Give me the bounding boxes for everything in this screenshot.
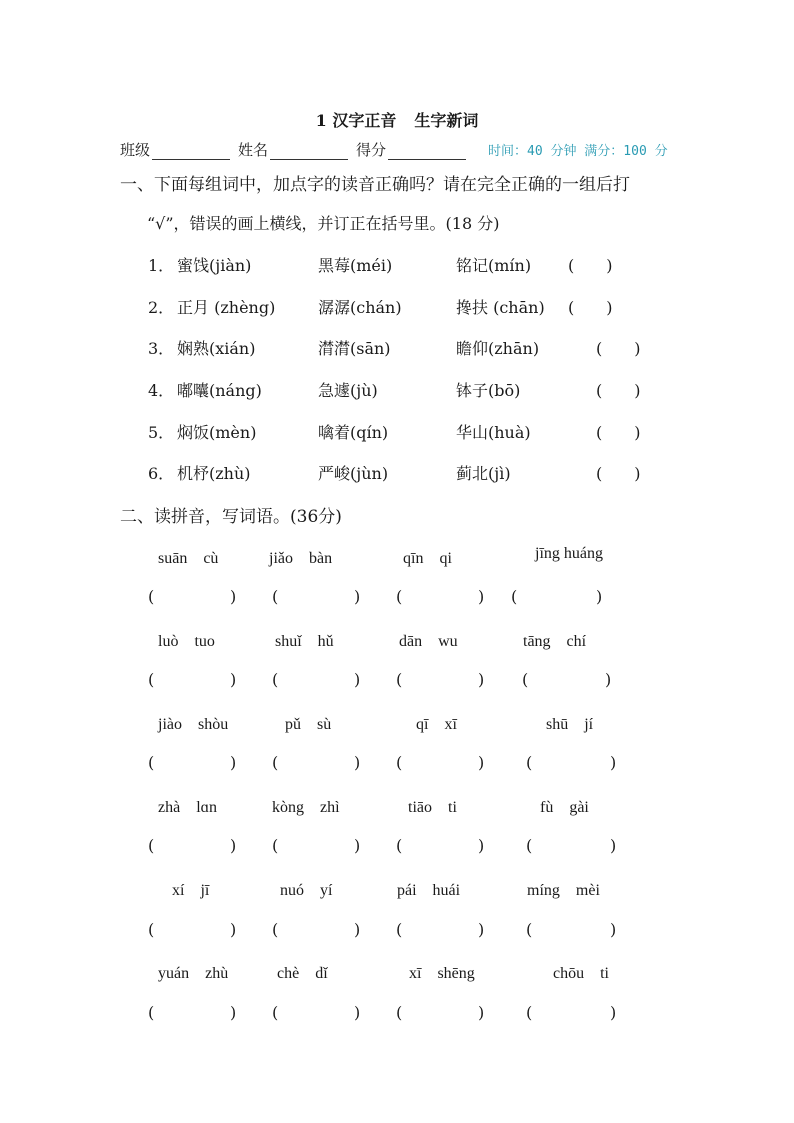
item-word-3: 华山(huà): [456, 423, 531, 442]
pinyin-prompt: pái huái: [397, 882, 461, 899]
answer-paren-close[interactable]: ): [354, 670, 361, 689]
item-number: 3．: [148, 339, 175, 358]
pinyin-prompt: míng mèi: [527, 882, 600, 899]
pinyin-prompt: shuǐ hǔ: [275, 633, 334, 650]
answer-paren-close[interactable]: ): [478, 670, 485, 689]
answer-paren-close[interactable]: ): [478, 587, 485, 606]
item-number: 6．: [148, 464, 175, 483]
answer-paren-close[interactable]: ): [354, 753, 361, 772]
pinyin-prompt: zhà lɑn: [158, 799, 218, 816]
answer-paren-open[interactable]: (: [396, 920, 403, 939]
answer-paren-open[interactable]: (: [396, 670, 403, 689]
answer-paren-close[interactable]: ): [478, 753, 485, 772]
item-word-2: 严峻(jùn): [318, 464, 389, 483]
pinyin-prompt: qīn qi: [403, 550, 452, 567]
answer-paren-open[interactable]: (: [526, 836, 533, 855]
answer-parentheses[interactable]: ( ): [568, 298, 613, 317]
answer-paren-open[interactable]: (: [272, 753, 279, 772]
answer-paren-close[interactable]: ): [610, 1003, 617, 1022]
title-right: 生字新词: [414, 111, 479, 130]
answer-parentheses[interactable]: ( ): [568, 256, 613, 275]
pinyin-prompt: qī xī: [416, 716, 457, 733]
answer-parentheses[interactable]: ( ): [596, 381, 641, 400]
answer-parentheses[interactable]: ( ): [596, 423, 641, 442]
answer-paren-close[interactable]: ): [230, 670, 237, 689]
pinyin-prompt: pǔ sù: [285, 716, 332, 733]
answer-paren-open[interactable]: (: [522, 670, 529, 689]
item-word-3: 瞻仰(zhān): [456, 339, 540, 358]
answer-paren-close[interactable]: ): [605, 670, 612, 689]
pinyin-prompt: luò tuo: [158, 633, 215, 650]
answer-paren-open[interactable]: (: [396, 753, 403, 772]
pinyin-prompt: nuó yí: [280, 882, 333, 899]
score-label: 得分: [356, 141, 387, 159]
answer-paren-open[interactable]: (: [148, 1003, 155, 1022]
name-blank[interactable]: [270, 145, 348, 160]
item-word-3: 蓟北(jì): [456, 464, 511, 483]
answer-paren-open[interactable]: (: [148, 670, 155, 689]
answer-paren-open[interactable]: (: [272, 920, 279, 939]
answer-paren-close[interactable]: ): [610, 836, 617, 855]
class-label: 班级: [120, 141, 151, 159]
section1-heading-cont: “√”，错误的画上横线，并订正在括号里。(18 分): [147, 214, 500, 233]
answer-paren-open[interactable]: (: [148, 836, 155, 855]
answer-paren-open[interactable]: (: [272, 670, 279, 689]
answer-parentheses[interactable]: ( ): [596, 464, 641, 483]
title-number: 1: [315, 111, 327, 130]
answer-paren-open[interactable]: (: [148, 753, 155, 772]
answer-paren-open[interactable]: (: [272, 587, 279, 606]
answer-paren-open[interactable]: (: [272, 1003, 279, 1022]
class-blank[interactable]: [152, 145, 230, 160]
answer-paren-close[interactable]: ): [354, 587, 361, 606]
pinyin-prompt: fù gài: [540, 799, 589, 816]
answer-paren-open[interactable]: (: [511, 587, 518, 606]
answer-paren-close[interactable]: ): [230, 1003, 237, 1022]
item-word-2: 噙着(qín): [318, 423, 389, 442]
section2-heading: 二、读拼音，写词语。(36分): [120, 507, 342, 527]
answer-parentheses[interactable]: ( ): [596, 339, 641, 358]
item-word-1: 蜜饯(jiàn): [177, 256, 252, 275]
item-word-3: 钵子(bō): [456, 381, 521, 400]
pinyin-prompt: suān cù: [158, 550, 219, 567]
time-score-meta: 时间：40 分钟 满分：100 分: [488, 144, 668, 159]
pinyin-prompt: xī shēng: [409, 965, 475, 982]
pinyin-prompt: xí jī: [172, 882, 210, 899]
answer-paren-open[interactable]: (: [396, 587, 403, 606]
pinyin-prompt: tāng chí: [523, 633, 587, 650]
pinyin-prompt: jiào shòu: [158, 716, 229, 733]
pinyin-prompt: chè dǐ: [277, 965, 328, 982]
pinyin-prompt: yuán zhù: [158, 965, 229, 982]
item-number: 4．: [148, 381, 175, 400]
answer-paren-open[interactable]: (: [148, 920, 155, 939]
pinyin-prompt: shū jí: [546, 716, 594, 733]
answer-paren-close[interactable]: ): [230, 587, 237, 606]
item-word-1: 焖饭(mèn): [177, 423, 257, 442]
section1-heading: 一、下面每组词中，加点字的读音正确吗？请在完全正确的一组后打: [120, 175, 630, 195]
answer-paren-close[interactable]: ): [230, 920, 237, 939]
pinyin-prompt: jiǎo bàn: [269, 550, 333, 567]
answer-paren-close[interactable]: ): [610, 753, 617, 772]
item-word-1: 嘟囔(náng): [177, 381, 262, 400]
answer-paren-close[interactable]: ): [230, 836, 237, 855]
item-number: 5．: [148, 423, 175, 442]
answer-paren-open[interactable]: (: [148, 587, 155, 606]
answer-paren-close[interactable]: ): [354, 1003, 361, 1022]
page-title: [0, 108, 794, 131]
answer-paren-close[interactable]: ): [596, 587, 603, 606]
item-word-1: 娴熟(xián): [177, 339, 256, 358]
answer-paren-close[interactable]: ): [478, 920, 485, 939]
pinyin-prompt: chōu ti: [553, 965, 609, 982]
student-info-line: [120, 139, 474, 160]
item-number: 1．: [148, 256, 175, 275]
item-number: 2．: [148, 298, 175, 317]
answer-paren-open[interactable]: (: [526, 753, 533, 772]
answer-paren-close[interactable]: ): [354, 836, 361, 855]
item-word-2: 潸潸(sān): [318, 339, 391, 358]
item-word-3: 搀扶 (chān): [456, 298, 545, 317]
item-word-3: 铭记(mín): [456, 256, 532, 275]
answer-paren-close[interactable]: ): [230, 753, 237, 772]
answer-paren-open[interactable]: (: [272, 836, 279, 855]
answer-paren-close[interactable]: ): [354, 920, 361, 939]
pinyin-prompt: tiāo ti: [408, 799, 457, 816]
answer-paren-open[interactable]: (: [526, 920, 533, 939]
item-word-1: 机杼(zhù): [177, 464, 251, 483]
score-blank[interactable]: [388, 145, 466, 160]
answer-paren-open[interactable]: (: [396, 836, 403, 855]
item-word-1: 正月 (zhèng): [177, 298, 276, 317]
item-word-2: 黑莓(méi): [318, 256, 393, 275]
answer-paren-open[interactable]: (: [526, 1003, 533, 1022]
pinyin-prompt: kòng zhì: [272, 799, 340, 816]
answer-paren-close[interactable]: ): [478, 836, 485, 855]
answer-paren-open[interactable]: (: [396, 1003, 403, 1022]
pinyin-prompt: jīng huáng: [535, 545, 603, 562]
answer-paren-close[interactable]: ): [478, 1003, 485, 1022]
item-word-2: 急遽(jù): [318, 381, 378, 400]
name-label: 姓名: [238, 141, 269, 159]
title-left: 汉字正音: [332, 111, 397, 130]
pinyin-prompt: dān wu: [399, 633, 458, 650]
answer-paren-close[interactable]: ): [610, 920, 617, 939]
item-word-2: 潺潺(chán): [318, 298, 402, 317]
